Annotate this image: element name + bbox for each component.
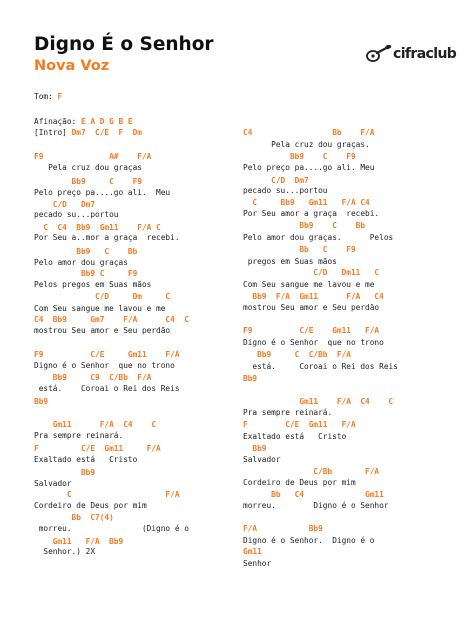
lyric-line: Pelo amor dou graças. Pelos bbox=[243, 233, 394, 242]
chord-line: Bb9 C9 C/Bb F/A bbox=[34, 373, 152, 382]
chord-line: F9 C/E Gm11 F/A bbox=[34, 350, 180, 359]
lyric-line: Por Seu a..mor a graça recebi. bbox=[34, 233, 180, 242]
lyric-line bbox=[34, 128, 142, 138]
chord-line: C F/A bbox=[34, 490, 180, 499]
chord-line: F C/E Gm11 F/A bbox=[243, 420, 356, 429]
chord-line: Bb9 C F9 bbox=[34, 269, 138, 278]
lyric-line: Cordeiro de Deus por mim bbox=[243, 478, 356, 487]
lyric-line: Pra sempre reinará. bbox=[243, 408, 333, 417]
chord-line: F9 A# F/A bbox=[34, 152, 152, 161]
chord-line: Bb C7(4) bbox=[34, 513, 114, 522]
cifraclub-logo bbox=[366, 45, 456, 63]
lyric-line: pecado su...portou bbox=[243, 186, 328, 195]
lyric-line: Pelos pregos em Suas mãos bbox=[34, 280, 152, 289]
chord-line: F/A Bb9 bbox=[243, 524, 323, 533]
lyric-text: [Intro] bbox=[34, 128, 72, 137]
afinacao-notes: E A D G B E bbox=[80, 117, 133, 126]
chord-line: Bb9 F/A Gm11 F/A C4 bbox=[243, 292, 384, 301]
lyric-line: Salvador bbox=[34, 479, 72, 488]
lyric-line: Digno é o Senhor que no trono bbox=[34, 361, 175, 370]
chord-line: Bb9 bbox=[243, 374, 258, 383]
chord-line: Bb9 bbox=[34, 397, 49, 406]
lyric-line: morreu. (Digno é o bbox=[34, 524, 189, 533]
chord-line: Gm11 F/A C4 C bbox=[243, 397, 394, 406]
chord-line: C C4 Bb9 Gm11 F/A C bbox=[34, 223, 161, 232]
chord-line: Bb C4 Gm11 bbox=[243, 490, 384, 499]
chord-line: C/D Dm11 C bbox=[243, 268, 380, 277]
chord-line: C/D Dm7 bbox=[34, 200, 96, 209]
lyric-line: Pelo preço pa....go ali. Meu bbox=[243, 163, 375, 172]
chord-line: C4 Bb F/A bbox=[243, 128, 375, 137]
chord-line: Bb9 bbox=[243, 444, 267, 453]
tom-line bbox=[34, 92, 62, 102]
lyric-line: Digno é o Senhor. Digno é o bbox=[243, 536, 375, 545]
lyric-line: Pelo amor dou graças bbox=[34, 258, 128, 267]
chord-line: Bb9 C C/Bb F/A bbox=[243, 350, 351, 359]
chord-line: Bb9 C Bb bbox=[34, 247, 138, 256]
afinacao-line bbox=[34, 117, 133, 127]
lyric-line: Pra sempre reinará. bbox=[34, 431, 124, 440]
chord-line: Bb C F9 bbox=[243, 245, 356, 254]
lyric-line: Cordeiro de Deus por mim bbox=[34, 501, 147, 510]
chord-line: Bb9 C F9 bbox=[34, 177, 142, 186]
lyric-line: mostrou Seu amor e Seu perdão bbox=[34, 326, 171, 335]
lyric-line: Exaltado está Cristo bbox=[34, 455, 138, 464]
chord-line: Gm11 F/A C4 C bbox=[34, 420, 157, 429]
chord-line: C/Bb F/A bbox=[243, 467, 380, 476]
artist-name: Nova Voz bbox=[34, 58, 110, 74]
tom-key: F bbox=[57, 92, 63, 101]
lyric-line: morreu. Digno é o Senhor bbox=[243, 501, 389, 510]
chord-text: Dm7 C/E F Dm bbox=[71, 128, 142, 137]
lyric-line: Exaltado está Cristo bbox=[243, 432, 347, 441]
lyric-line: Senhor bbox=[243, 559, 272, 568]
lyric-line: Por Seu amor a graça recebi. bbox=[243, 209, 380, 218]
lyric-line: está. Coroai o Rei dos Reis bbox=[243, 362, 398, 371]
afinacao-label: Afinação: bbox=[34, 117, 77, 126]
lyric-line: pecado su...portou bbox=[34, 210, 119, 219]
lyric-line: pregos em Suas mãos bbox=[243, 257, 337, 266]
chord-line: Bb9 C Bb bbox=[243, 221, 366, 230]
chord-line: Bb9 C F9 bbox=[243, 152, 356, 161]
logo-text: cifraclub bbox=[393, 46, 457, 62]
chord-line: Bb9 bbox=[34, 468, 96, 477]
lyric-line: Digno é o Senhor que no trono bbox=[243, 338, 384, 347]
chord-line: F9 C/E Gm11 F/A bbox=[243, 326, 380, 335]
chord-line: Gm11 F/A Bb9 bbox=[34, 537, 124, 546]
chord-line: C4 Bb9 Gm7 F/A C4 C bbox=[34, 315, 189, 324]
lyric-line: Com Seu sangue me lavou e me bbox=[243, 280, 375, 289]
lyric-line: Com Seu sangue me lavou e me bbox=[34, 304, 166, 313]
chord-line: Gm11 bbox=[243, 547, 262, 556]
lyric-line: Salvador bbox=[243, 455, 281, 464]
lyric-line: Senhor.) 2X bbox=[34, 547, 96, 556]
chord-line: F C/E Gm11 F/A bbox=[34, 444, 161, 453]
lyric-line: Pela cruz dou graças bbox=[34, 163, 142, 172]
chord-line: C Bb9 Gm11 F/A C4 bbox=[243, 198, 370, 207]
lyric-line: mostrou Seu amor e Seu perdão bbox=[243, 303, 380, 312]
tom-label: Tom: bbox=[34, 92, 53, 101]
song-title: Digno É o Senhor bbox=[34, 34, 214, 55]
guitar-icon bbox=[366, 45, 392, 63]
lyric-line: Pela cruz dou graças. bbox=[243, 140, 370, 149]
lyric-line: Pelo preço pa....go ali. Meu bbox=[34, 188, 171, 197]
chord-line: C/D Dm C bbox=[34, 292, 171, 301]
lyric-line: está. Coroai o Rei dos Reis bbox=[34, 384, 180, 393]
chord-line: C/D Dm7 bbox=[243, 176, 309, 185]
